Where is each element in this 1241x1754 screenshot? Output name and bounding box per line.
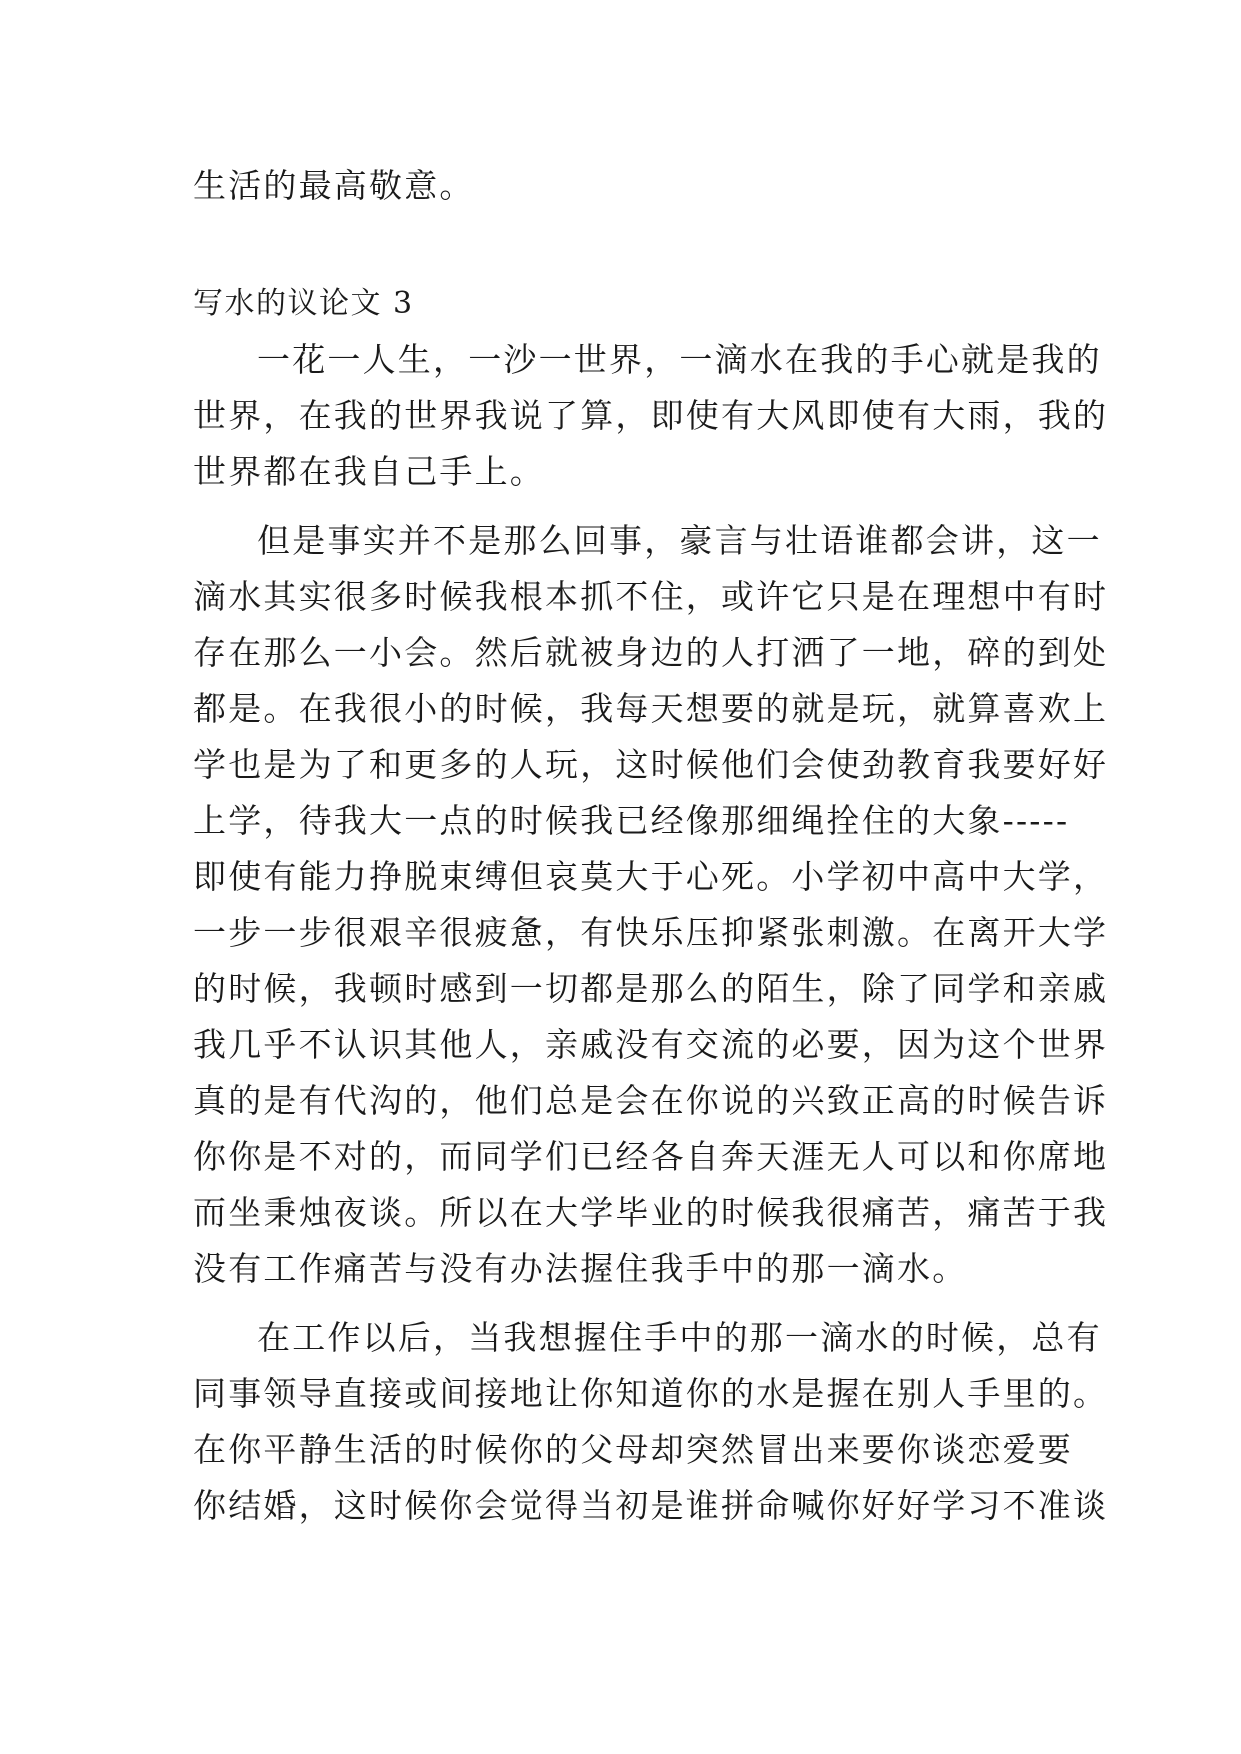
text-line: 上学，待我大一点的时候我已经像那细绳拴住的大象----- <box>193 801 1070 840</box>
text-line: 你你是不对的，而同学们已经各自奔天涯无人可以和你席地 <box>193 1137 1109 1176</box>
text-line: 的时候，我顿时感到一切都是那么的陌生，除了同学和亲戚 <box>193 969 1109 1008</box>
text-line: 没有工作痛苦与没有办法握住我手中的那一滴水。 <box>193 1249 968 1288</box>
text-line: 世界，在我的世界我说了算，即使有大风即使有大雨，我的 <box>193 396 1109 435</box>
text-line: 真的是有代沟的，他们总是会在你说的兴致正高的时候告诉 <box>193 1081 1109 1120</box>
paragraph-3 <box>193 1310 1109 1534</box>
paragraph-1 <box>193 332 1109 500</box>
text-line: 在你平静生活的时候你的父母却突然冒出来要你谈恋爱要 <box>193 1430 1073 1469</box>
text-line: 都是。在我很小的时候，我每天想要的就是玩，就算喜欢上 <box>193 689 1109 728</box>
text-line: 一步一步很艰辛很疲惫，有快乐压抑紧张刺激。在离开大学 <box>193 913 1109 952</box>
text-line: 但是事实并不是那么回事，豪言与壮语谁都会讲，这一 <box>257 521 1102 560</box>
paragraph-2 <box>193 513 1109 1297</box>
text-line: 在工作以后，当我想握住手中的那一滴水的时候，总有 <box>257 1318 1102 1357</box>
text-line: 我几乎不认识其他人，亲戚没有交流的必要，因为这个世界 <box>193 1025 1109 1064</box>
text-line: 即使有能力挣脱束缚但哀莫大于心死。小学初中高中大学， <box>193 857 1109 896</box>
text-line: 学也是为了和更多的人玩，这时候他们会使劲教育我要好好 <box>193 745 1109 784</box>
text-line: 同事领导直接或间接地让你知道你的水是握在别人手里的。 <box>193 1374 1109 1413</box>
section-heading: 写水的议论文 3 <box>193 286 414 321</box>
text-line: 存在那么一小会。然后就被身边的人打洒了一地，碎的到处 <box>193 633 1109 672</box>
text-line: 世界都在我自己手上。 <box>193 452 545 491</box>
document-body <box>193 158 1109 1534</box>
text-line: 你结婚，这时候你会觉得当初是谁拼命喊你好好学习不准谈 <box>193 1486 1109 1525</box>
text-line: 一花一人生，一沙一世界，一滴水在我的手心就是我的 <box>257 340 1102 379</box>
text-line: 滴水其实很多时候我根本抓不住，或许它只是在理想中有时 <box>193 577 1109 616</box>
text-line: 而坐秉烛夜谈。所以在大学毕业的时候我很痛苦，痛苦于我 <box>193 1193 1109 1232</box>
continuation-line: 生活的最高敬意。 <box>193 166 475 205</box>
